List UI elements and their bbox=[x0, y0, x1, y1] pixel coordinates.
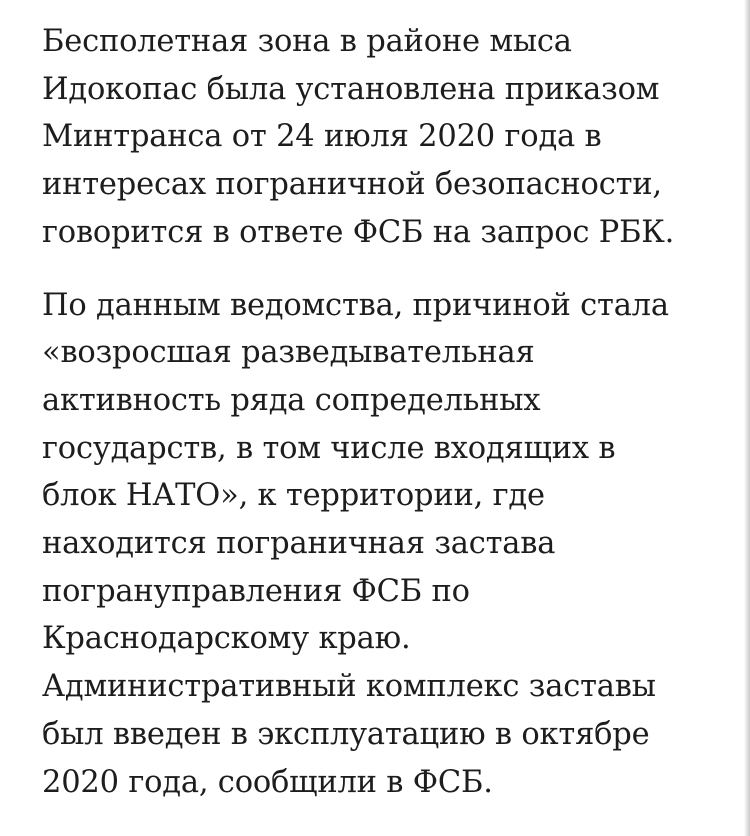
text-line: государств, в том числе входящих в bbox=[42, 430, 616, 466]
text-line: говорится в ответе ФСБ на запрос РБК. bbox=[42, 214, 675, 250]
text-line: активность ряда сопредельных bbox=[42, 382, 541, 418]
article-paragraph bbox=[42, 18, 712, 257]
text-line: Минтранса от 24 июля 2020 года в bbox=[42, 119, 602, 155]
text-line: был введен в эксплуатацию в октябре bbox=[42, 716, 650, 752]
text-line: блок НАТО», к территории, где bbox=[42, 478, 545, 514]
text-line: погрануправления ФСБ по bbox=[42, 573, 470, 609]
text-line: Бесполетная зона в районе мыса bbox=[42, 24, 572, 59]
text-line: Административный комплекс заставы bbox=[42, 669, 656, 705]
text-line: Идокопас была установлена приказом bbox=[42, 71, 660, 107]
text-line: интересах пограничной безопасности, bbox=[42, 167, 662, 203]
text-line: По данным ведомства, причиной стала bbox=[42, 287, 669, 323]
text-line: Краснодарскому краю. bbox=[42, 621, 411, 657]
text-line: находится пограничная застава bbox=[42, 526, 556, 562]
text-line: «возросшая разведывательная bbox=[42, 335, 535, 371]
article-body bbox=[42, 18, 712, 806]
text-line: 2020 года, сообщили в ФСБ. bbox=[42, 764, 493, 800]
page-edge-shadow bbox=[744, 0, 750, 836]
article-paragraph bbox=[42, 282, 712, 807]
